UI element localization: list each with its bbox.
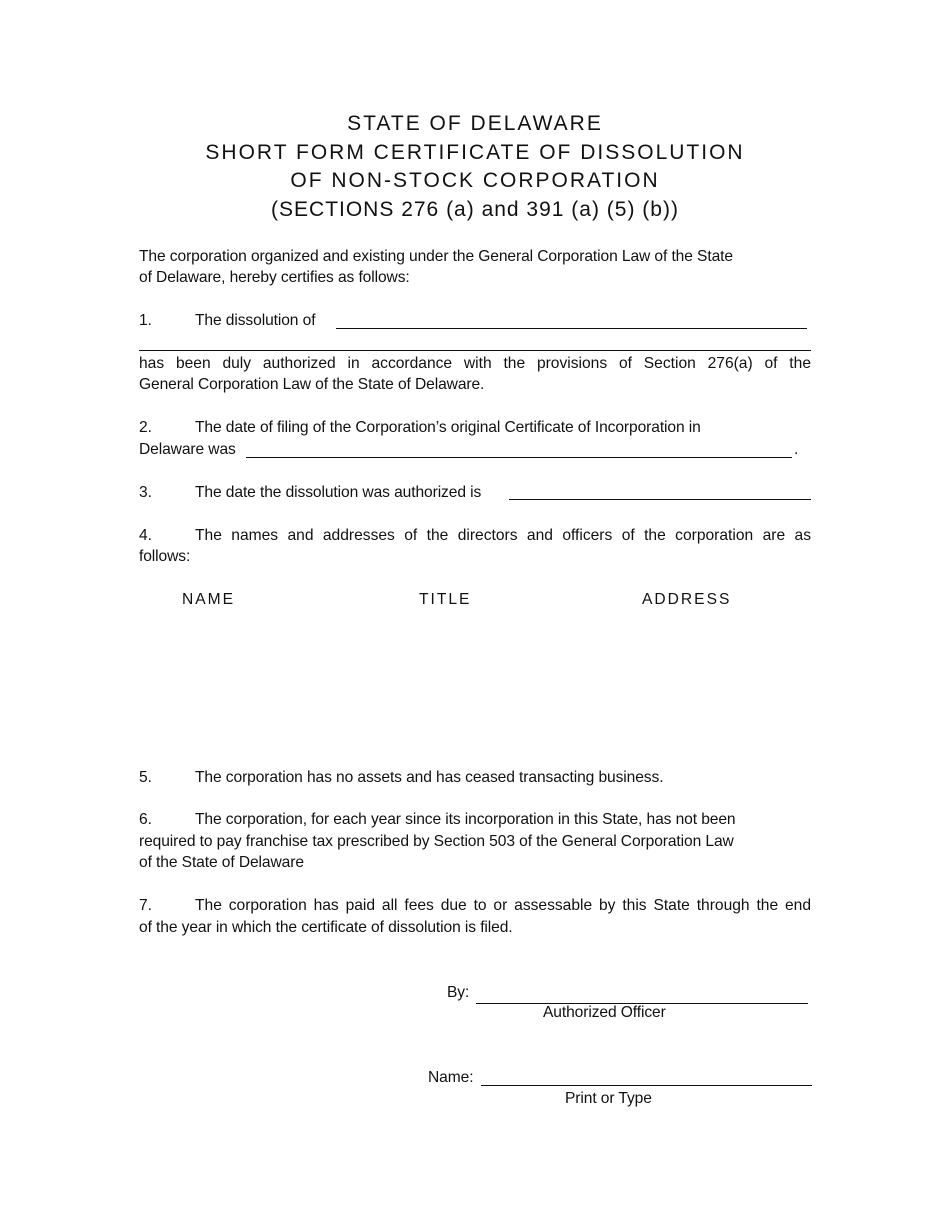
item-1 xyxy=(139,312,315,330)
print-or-type-caption: Print or Type xyxy=(565,1090,652,1107)
item-number: 5. xyxy=(139,769,152,786)
print-name-field[interactable] xyxy=(481,1085,812,1086)
item-text: The corporation has paid all fees due to or assessable by this State through the end xyxy=(195,897,811,914)
corporation-name-field-line2[interactable] xyxy=(139,350,811,351)
item-text: has been duly authorized in accordance with the provisions of Section 276(a) of the xyxy=(139,355,811,372)
item-number: 3. xyxy=(139,484,152,501)
dissolution-date-field[interactable] xyxy=(509,499,811,500)
item-number: 4. xyxy=(139,527,153,544)
item-text: The dissolution of xyxy=(195,312,316,329)
item-text: The date the dissolution was authorized is xyxy=(195,484,482,501)
item-text: follows: xyxy=(139,548,191,565)
item-6 xyxy=(139,811,736,829)
header-address: ADDRESS xyxy=(642,591,732,608)
item-text: of the State of Delaware xyxy=(139,854,304,871)
name-label: Name: xyxy=(428,1069,474,1086)
item-4 xyxy=(139,527,811,545)
item-number: 7. xyxy=(139,897,153,914)
intro-text: of Delaware, hereby certifies as follows: xyxy=(139,269,410,286)
period: . xyxy=(794,441,799,458)
item-text: General Corporation Law of the State of Delaware. xyxy=(139,376,485,393)
item-text: of the year in which the certificate of dissolution is filed. xyxy=(139,919,513,936)
item-text: The date of filing of the Corporation’s original Certificate of Incorporation in xyxy=(195,419,701,436)
item-text: required to pay franchise tax prescribed by Section 503 of the General Corporation Law xyxy=(139,833,734,850)
item-number: 2. xyxy=(139,419,152,436)
item-2 xyxy=(139,419,701,437)
header-name: NAME xyxy=(182,591,236,608)
incorporation-date-field[interactable] xyxy=(246,457,792,458)
item-3 xyxy=(139,484,481,502)
by-label: By: xyxy=(447,984,470,1001)
title-state: STATE OF DELAWARE xyxy=(347,112,603,135)
intro-text: The corporation organized and existing under the General Corporation Law of the State xyxy=(139,248,733,265)
corporation-name-field[interactable] xyxy=(336,328,807,329)
item-text: The corporation, for each year since its incorporation in this State, has not been xyxy=(195,811,736,828)
item-7 xyxy=(139,897,811,915)
item-number: 6. xyxy=(139,811,152,828)
item-5 xyxy=(139,769,663,787)
header-title: TITLE xyxy=(419,591,472,608)
title-form: SHORT FORM CERTIFICATE OF DISSOLUTION xyxy=(205,141,745,164)
item-text: Delaware was xyxy=(139,441,236,458)
item-number: 1. xyxy=(139,312,152,329)
title-corp: OF NON-STOCK CORPORATION xyxy=(290,169,660,192)
item-text: The corporation has no assets and has ceased transacting business. xyxy=(195,769,664,786)
item-text: The names and addresses of the directors and officers of the corporation are as xyxy=(195,527,811,544)
title-sections: (SECTIONS 276 (a) and 391 (a) (5) (b)) xyxy=(271,198,679,221)
authorized-officer-caption: Authorized Officer xyxy=(543,1004,666,1021)
